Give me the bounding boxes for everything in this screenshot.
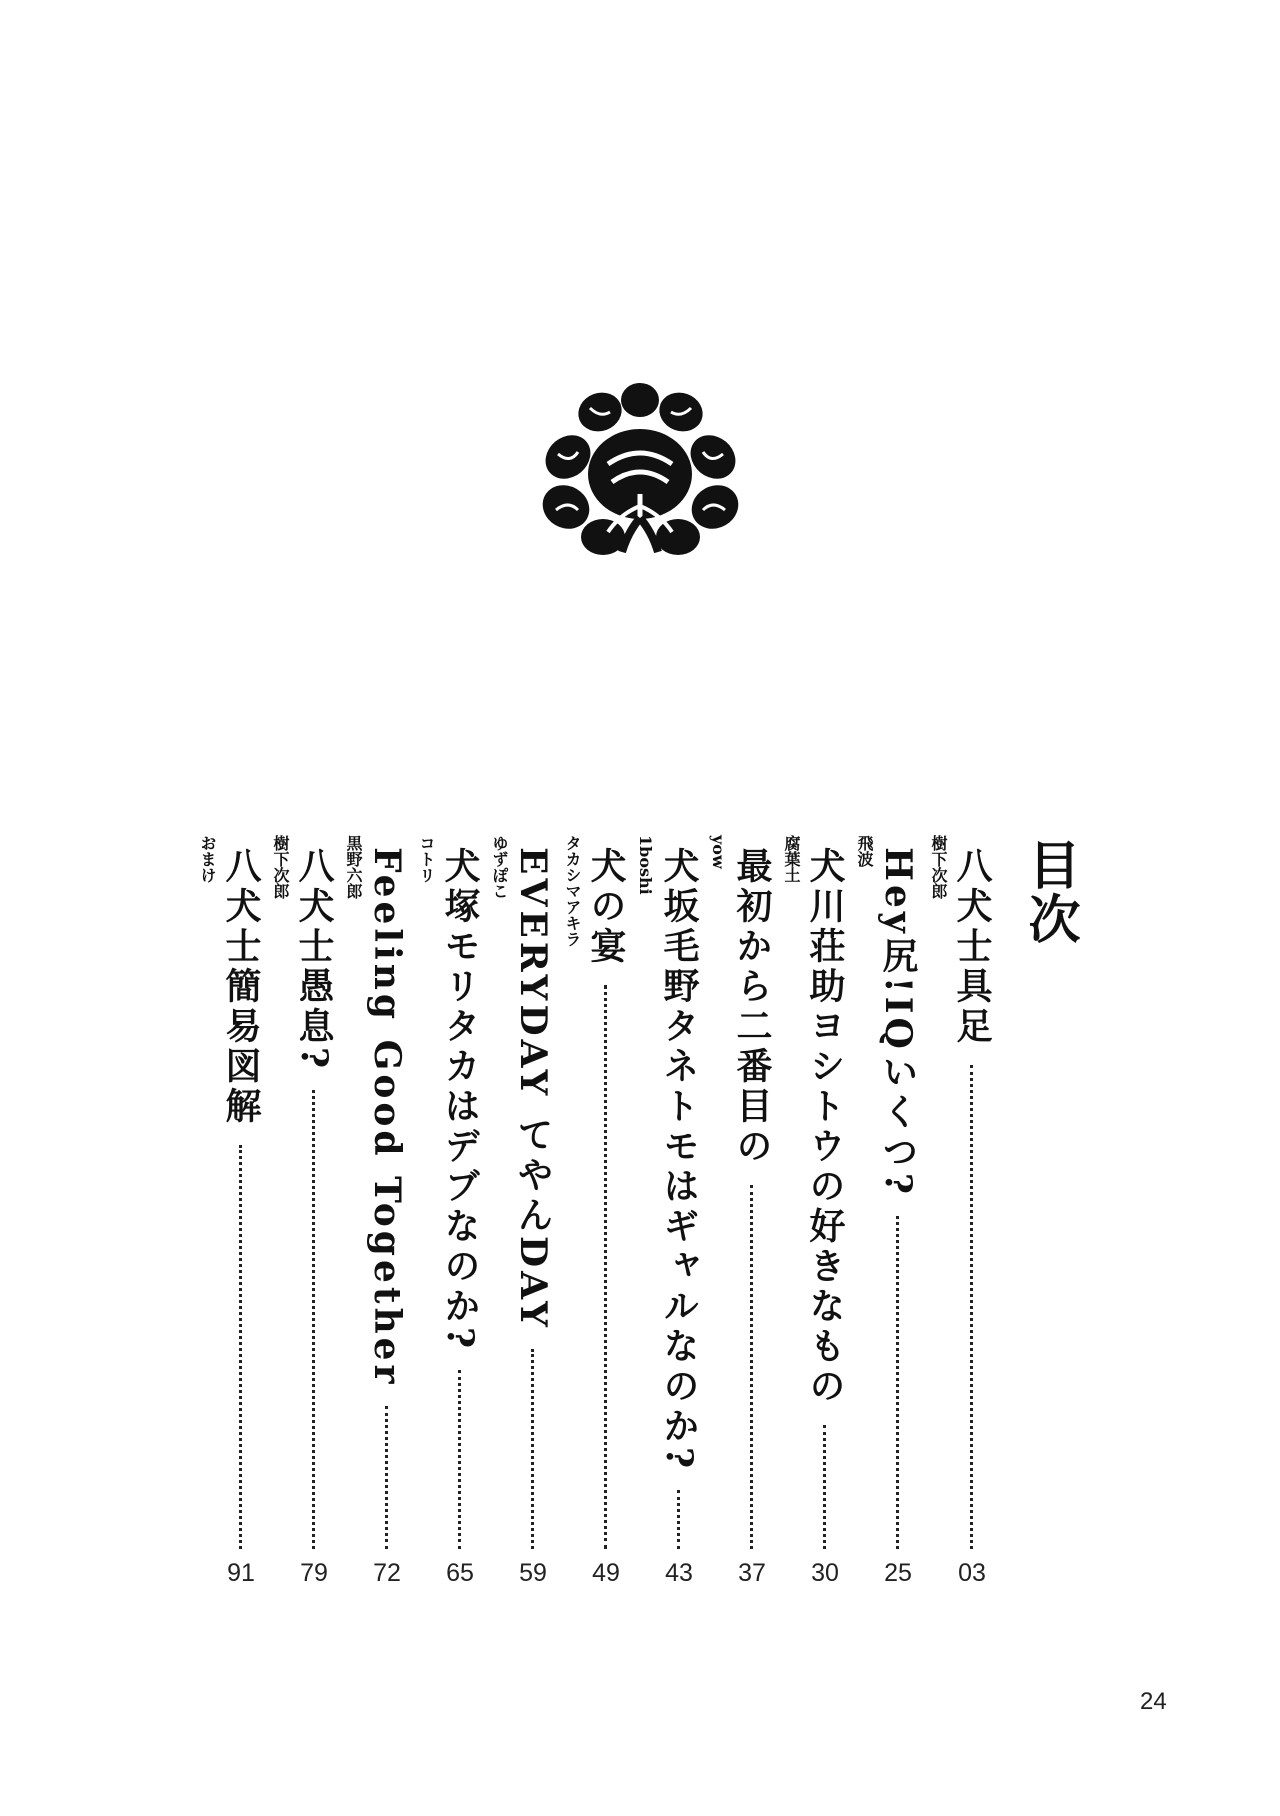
entry-page: 03 [958,1559,986,1587]
entry-author: 飛波 [855,835,874,867]
toc-entry[interactable] [781,835,853,1587]
entry-title: Feeling Good Together [366,847,408,1388]
entry-page: 30 [811,1559,839,1587]
entry-author: おまけ [198,835,217,883]
entry-title: EVERYDAY てやんDAY [512,847,554,1331]
dot-leader [604,985,607,1549]
page-title: 目次 [1019,838,1080,946]
dot-leader [896,1216,899,1549]
entry-author: 腐葉土 [782,835,801,883]
entry-page: 59 [519,1559,547,1587]
entry-title: 八犬士簡易図解 [220,847,262,1127]
entry-author: 1boshi [636,835,655,895]
entry-title: Hey尻!IQいくつ? [877,847,919,1198]
entry-title: 犬の宴 [585,847,627,967]
toc-entry[interactable] [416,835,488,1587]
dot-leader [312,1090,315,1549]
toc-entry[interactable] [197,835,269,1587]
dot-leader [239,1145,242,1549]
dot-leader [385,1406,388,1549]
entry-page: 72 [373,1559,401,1587]
toc-entry[interactable] [928,835,1000,1587]
entry-page: 43 [665,1559,693,1587]
entry-author: 樹下次郎 [929,835,948,899]
toc-entry[interactable] [708,835,780,1587]
entry-title: 犬川荘助ヨシトウの好きなもの [804,847,846,1407]
dot-leader [970,1065,973,1549]
dot-leader [677,1490,680,1549]
entry-page: 37 [738,1559,766,1587]
entry-author: タカシマアキラ [563,835,582,947]
peony-crest-icon [538,382,743,557]
toc-entry[interactable] [562,835,634,1587]
dot-leader [823,1425,826,1549]
entry-page: 79 [300,1559,328,1587]
toc-entry[interactable] [635,835,707,1587]
page-number: 24 [1140,1688,1167,1715]
entry-author: yow [709,835,728,869]
entry-author: ゆずぽこ [490,835,509,899]
toc-entry[interactable] [343,835,415,1587]
dot-leader [458,1370,461,1549]
entry-title: 犬塚モリタカはデブなのか? [439,847,481,1353]
entry-author: 樹下次郎 [271,835,290,899]
entry-page: 49 [592,1559,620,1587]
toc-entry[interactable] [489,835,561,1587]
entry-page: 65 [446,1559,474,1587]
entry-title: 八犬士愚息? [293,847,335,1073]
entry-page: 91 [227,1559,255,1587]
entry-title: 犬坂毛野タネトモはギャルなのか? [658,847,700,1473]
entry-title: 最初から二番目の [731,847,773,1167]
toc-entry[interactable] [270,835,342,1587]
dot-leader [531,1349,534,1549]
toc-entry[interactable] [854,835,926,1587]
entry-author: コトリ [417,835,436,883]
dot-leader [750,1185,753,1549]
entry-title: 八犬士具足 [951,847,993,1047]
entry-page: 25 [884,1559,912,1587]
entry-author: 黒野六郎 [344,835,363,899]
